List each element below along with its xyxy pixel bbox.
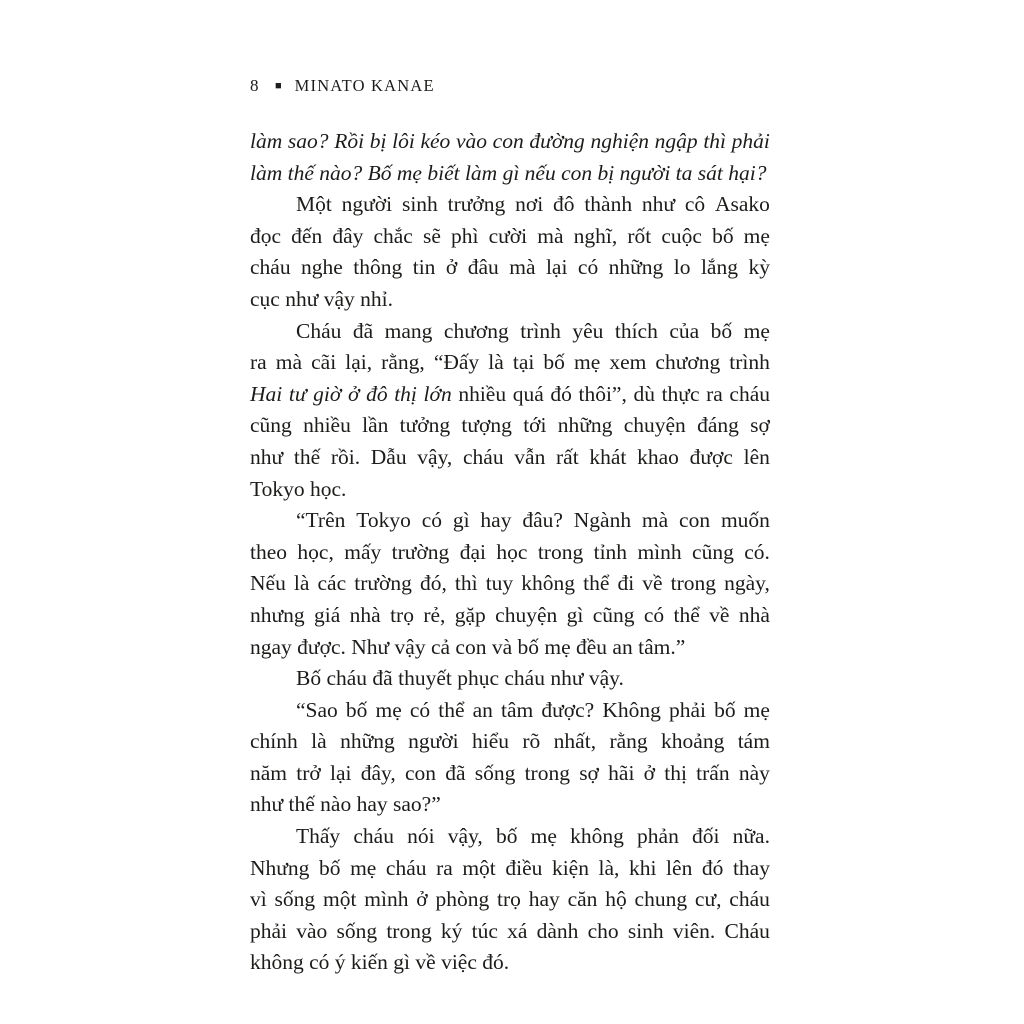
word: cháu [729, 381, 770, 406]
word: trình [520, 318, 561, 343]
word: mẹ [743, 223, 770, 248]
word: muốn [720, 508, 770, 533]
word: sống [474, 760, 516, 785]
word: thích [614, 318, 658, 343]
text-line [250, 158, 770, 190]
word: mà [509, 255, 536, 280]
word: mang [384, 318, 433, 343]
text-line [250, 600, 770, 632]
word: lớn [423, 381, 452, 406]
word: rốt [627, 223, 652, 248]
word: vậy, [417, 444, 453, 469]
word: chung [634, 887, 688, 912]
word: phì [451, 223, 479, 248]
word: đối [692, 824, 720, 849]
word: cháu [729, 887, 770, 912]
word: phải [250, 918, 288, 943]
word: tuy [485, 571, 514, 596]
word: có [577, 255, 599, 280]
text-segment: ngay được. Như vậy cả con và bố mẹ đều an tâm.” [250, 634, 686, 659]
word: chương [655, 350, 721, 375]
word: có. [744, 539, 770, 564]
word: đọc [250, 223, 282, 248]
word: nhiều [458, 381, 507, 406]
word: “Trên [296, 508, 346, 533]
word: “Đấy [433, 350, 480, 375]
text-segment: như thế nào hay sao?” [250, 792, 441, 817]
word: Dẫu [370, 444, 407, 469]
word: chuyện [623, 413, 686, 438]
word: thị [664, 760, 687, 785]
word: tư [288, 381, 307, 406]
word: dù [633, 381, 655, 406]
word: rẻ, [423, 602, 446, 627]
word: như [641, 192, 676, 217]
word: trình [729, 350, 770, 375]
word: lo [673, 255, 691, 280]
word: chính [250, 729, 298, 754]
word: kéo [420, 129, 451, 153]
word: bố [345, 697, 368, 722]
author-name: MINATO KANAE [294, 76, 435, 95]
word: những [608, 255, 664, 280]
word: bị [369, 129, 387, 153]
word: sợ [579, 760, 599, 785]
word: được [689, 444, 733, 469]
word: theo [250, 539, 288, 564]
word: nghe [301, 255, 343, 280]
word: chuyện [495, 602, 558, 627]
word: quá [512, 381, 544, 406]
text-line [250, 252, 770, 284]
word: Rồi [334, 129, 365, 153]
word: lắng [700, 255, 738, 280]
text-line [250, 379, 770, 411]
word: thay [732, 855, 770, 880]
word: tới [523, 413, 547, 438]
text-line [250, 916, 770, 948]
word: bố [543, 350, 565, 375]
text-line [250, 505, 770, 537]
word: lên [666, 855, 693, 880]
text-line [250, 758, 770, 790]
word: yêu [572, 318, 604, 343]
word: thể [583, 571, 610, 596]
word: mẹ [743, 318, 770, 343]
word: mẹ [375, 697, 402, 722]
word: khi [629, 855, 657, 880]
word: trọ [497, 887, 521, 912]
word: tại [512, 350, 535, 375]
word: vào [455, 129, 487, 153]
word: xem [609, 350, 647, 375]
word: tỉnh [593, 539, 628, 564]
word: sinh [627, 918, 664, 943]
text-line [250, 316, 770, 348]
word: là [488, 350, 504, 375]
word: con [404, 760, 436, 785]
word: thế [293, 444, 321, 469]
word: vào [296, 918, 328, 943]
word: Nếu [250, 571, 286, 596]
word: sinh [401, 192, 438, 217]
word: vì [250, 887, 267, 912]
word: trong [537, 539, 584, 564]
word: cháu [353, 824, 394, 849]
word: tưởng [399, 413, 451, 438]
word: đô [553, 192, 575, 217]
word: đó [701, 855, 724, 880]
word: đâu [467, 255, 499, 280]
word: thì [454, 571, 478, 596]
text-line [250, 947, 770, 979]
word: Cháu [724, 918, 770, 943]
text-line [250, 474, 770, 506]
word: ngày, [724, 571, 770, 596]
word: Cháu [296, 318, 342, 343]
word: kiện [551, 855, 589, 880]
page-body [250, 126, 770, 979]
word: nơi [515, 192, 544, 217]
word: viên. [672, 918, 716, 943]
word: căn [567, 887, 598, 912]
word: người [341, 192, 393, 217]
word: đâu? [522, 508, 563, 533]
word: rằng [609, 729, 648, 754]
word: đó [550, 381, 572, 406]
word: thực [661, 381, 700, 406]
word: một [322, 887, 357, 912]
word: con [492, 129, 524, 153]
word: có [421, 508, 442, 533]
word: về [642, 571, 663, 596]
word: tám [737, 729, 770, 754]
word: nữa. [732, 824, 770, 849]
word: vẫn [514, 444, 546, 469]
word: ra [706, 381, 723, 406]
word: cuộc [661, 223, 702, 248]
text-line [250, 884, 770, 916]
word: ra [436, 855, 453, 880]
word: hãi [608, 760, 635, 785]
text-line [250, 789, 770, 821]
word: phòng [435, 887, 490, 912]
word: những [557, 413, 613, 438]
word: không [570, 824, 624, 849]
word: thị [394, 381, 417, 406]
word: phản [637, 824, 679, 849]
word: an [472, 697, 493, 722]
word: lại, [345, 350, 373, 375]
word: thể [438, 697, 465, 722]
text-line [250, 410, 770, 442]
text-line [250, 695, 770, 727]
word: gặp [454, 602, 486, 627]
word: nghĩ, [573, 223, 618, 248]
word: giờ [313, 381, 342, 406]
word: này [738, 760, 770, 785]
word: đó, [419, 571, 447, 596]
word: sao? [287, 129, 329, 153]
word: đáng [697, 413, 739, 438]
text-line [250, 442, 770, 474]
text-segment: Tokyo học. [250, 476, 347, 501]
word: thông [353, 255, 403, 280]
word: nói [407, 824, 435, 849]
word: ra [250, 350, 267, 375]
text-segment: làm thế nào? Bố mẹ biết làm gì nếu con bị người ta sát hại? [250, 160, 767, 185]
text-line [250, 726, 770, 758]
word: trở [296, 760, 321, 785]
word: lại [545, 255, 568, 280]
word: làm [250, 129, 283, 153]
word: đến [291, 223, 323, 248]
word: học [496, 539, 528, 564]
word: như [250, 444, 284, 469]
word: của [669, 318, 700, 343]
word: sống [274, 887, 316, 912]
word: sống [336, 918, 378, 943]
word: cũng [692, 539, 734, 564]
word: con [679, 508, 711, 533]
text-line [250, 347, 770, 379]
word: được? [541, 697, 595, 722]
word: gì [452, 508, 470, 533]
word: kỳ [748, 255, 770, 280]
word: khát [589, 444, 627, 469]
word: trường [391, 539, 450, 564]
word: cô [684, 192, 706, 217]
word: bố [712, 223, 734, 248]
word: mẹ [530, 824, 557, 849]
word: túc [471, 918, 498, 943]
word: ở [643, 760, 656, 785]
word: Tokyo [356, 508, 411, 533]
word: nhà [349, 602, 381, 627]
word: giá [314, 602, 341, 627]
word: Hai [250, 381, 283, 406]
word: người [408, 729, 459, 754]
word: cháu [385, 855, 427, 880]
word: đã [352, 318, 374, 343]
word: cư, [694, 887, 722, 912]
word: chương [443, 318, 509, 343]
word: đây, [360, 760, 396, 785]
word: nhưng [250, 602, 305, 627]
word: lên [743, 444, 770, 469]
word: trường [354, 571, 412, 596]
word: hay [480, 508, 512, 533]
word: cũng [250, 413, 292, 438]
square-bullet-icon: ■ [275, 79, 282, 92]
word: ngập [654, 129, 698, 153]
word: bố [710, 318, 733, 343]
word: ở [445, 255, 458, 280]
word: bố [714, 697, 736, 722]
word: lại [329, 760, 352, 785]
word: dành [536, 918, 579, 943]
word: ở [347, 381, 360, 406]
word: cháu [250, 255, 291, 280]
word: không [521, 571, 576, 596]
word: nhất, [553, 729, 597, 754]
word: lôi [392, 129, 415, 153]
word: mà [537, 223, 564, 248]
word: nhà [738, 602, 770, 627]
word: trong [670, 571, 717, 596]
text-line [250, 221, 770, 253]
text-segment: cục như vậy nhỉ. [250, 286, 394, 311]
word: là [293, 571, 310, 596]
word: xá [507, 918, 528, 943]
word: lần [362, 413, 389, 438]
word: thể [673, 602, 700, 627]
word: thành [584, 192, 633, 217]
word: cháu [463, 444, 504, 469]
word: khao [637, 444, 679, 469]
word: hiểu [471, 729, 509, 754]
word: các [317, 571, 347, 596]
word: là, [598, 855, 620, 880]
word: đây [332, 223, 364, 248]
word: hay [528, 887, 560, 912]
word: nhiều [303, 413, 351, 438]
text-line [250, 663, 770, 695]
word: bố [319, 855, 341, 880]
word: vậy, [447, 824, 483, 849]
text-line [250, 189, 770, 221]
text-line [250, 853, 770, 885]
word: đi [617, 571, 635, 596]
text-line [250, 284, 770, 316]
word: trong [524, 760, 570, 785]
word: rồi. [330, 444, 361, 469]
word: rất [556, 444, 579, 469]
word: chắc [373, 223, 413, 248]
word: tượng [461, 413, 512, 438]
word: Nhưng [250, 855, 310, 880]
word: đại [459, 539, 486, 564]
word: Thấy [296, 824, 341, 849]
word: trọ [390, 602, 414, 627]
word: thôi”, [578, 381, 627, 406]
word: tâm [501, 697, 534, 722]
word: cãi [311, 350, 337, 375]
word: mình [364, 887, 409, 912]
word: nghiện [590, 129, 649, 153]
word: phải [731, 129, 770, 153]
word: đã [445, 760, 466, 785]
text-segment: không có ý kiến gì về việc đó. [250, 950, 510, 975]
word: mấy [344, 539, 382, 564]
word: bố [495, 824, 518, 849]
word: mà [275, 350, 303, 375]
text-line [250, 537, 770, 569]
word: mà [641, 508, 669, 533]
word: mẹ [743, 697, 770, 722]
word: một [462, 855, 496, 880]
word: năm [250, 760, 288, 785]
word: đường [529, 129, 585, 153]
word: Asako [714, 192, 770, 217]
word: cười [488, 223, 528, 248]
page-number: 8 [250, 76, 259, 95]
word: điều [505, 855, 543, 880]
word: về [709, 602, 730, 627]
word: những [340, 729, 395, 754]
word: Không [602, 697, 661, 722]
word: tin [412, 255, 436, 280]
word: ký [440, 918, 463, 943]
word: mình [637, 539, 682, 564]
word: sẽ [422, 223, 441, 248]
text-line [250, 632, 770, 664]
word: mẹ [573, 350, 601, 375]
text-line [250, 126, 770, 158]
word: trong [386, 918, 432, 943]
word: gì [566, 602, 584, 627]
word: hộ [605, 887, 627, 912]
word: đô [366, 381, 388, 406]
word: là [311, 729, 327, 754]
word: thì [703, 129, 727, 153]
word: trưởng [447, 192, 506, 217]
text-line [250, 568, 770, 600]
word: sợ [750, 413, 770, 438]
word: có [409, 697, 431, 722]
word: có [643, 602, 665, 627]
word: trấn [696, 760, 730, 785]
word: cũng [592, 602, 635, 627]
word: rằng, [381, 350, 425, 375]
word: rõ [522, 729, 541, 754]
word: cho [587, 918, 619, 943]
running-header [250, 76, 435, 96]
text-segment: Bố cháu đã thuyết phục cháu như vậy. [296, 666, 624, 691]
word: học, [297, 539, 334, 564]
word: ở [416, 887, 428, 912]
word: phải [668, 697, 706, 722]
word: mẹ [350, 855, 377, 880]
word: khoảng [661, 729, 725, 754]
text-line [250, 821, 770, 853]
word: “Sao [296, 697, 338, 722]
word: Một [296, 192, 332, 217]
word: Ngành [573, 508, 632, 533]
